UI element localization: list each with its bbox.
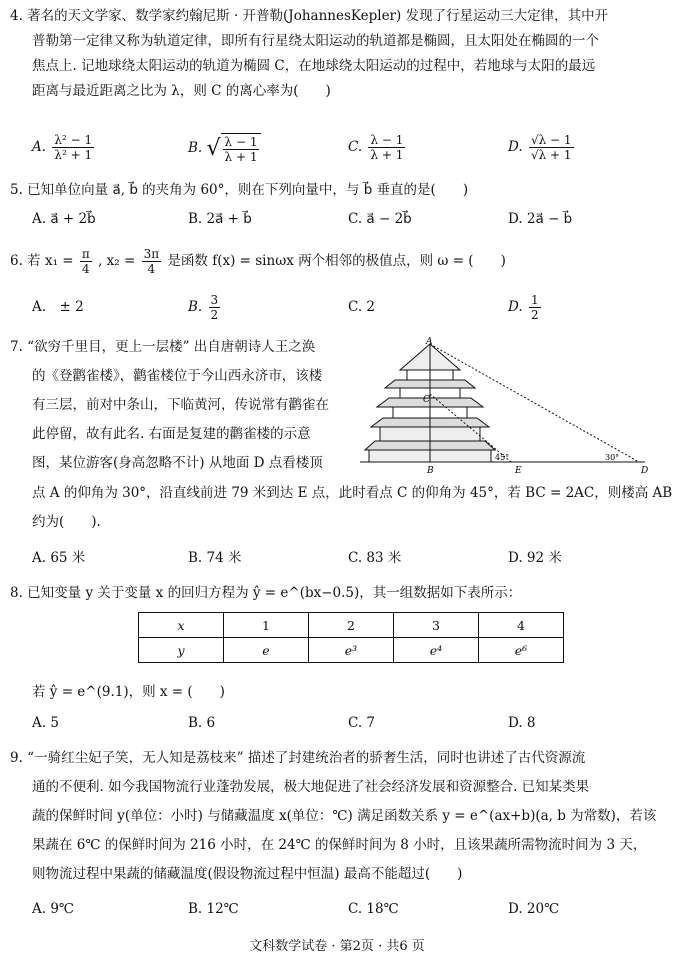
table-cell: x	[139, 613, 224, 638]
q7-line-2: 的《登鹳雀楼》，鹳雀楼位于今山西永济市，该楼	[32, 368, 323, 384]
q8-option-c: C. 7	[348, 715, 376, 731]
table-cell: e	[224, 638, 309, 663]
q7-option-a: A. 65 米	[32, 550, 86, 566]
q8-ask: 若 ŷ = e^(9.1)，则 x = ( )	[32, 684, 225, 700]
table-cell: e⁴	[394, 638, 479, 663]
table-cell: e³	[309, 638, 394, 663]
table-cell: e⁶	[479, 638, 564, 663]
q7-line-7: 约为( ).	[32, 514, 101, 530]
table-row	[139, 638, 564, 663]
q6-option-c: C. 2	[348, 299, 376, 315]
table-cell: 3	[394, 613, 479, 638]
table-cell: 4	[479, 613, 564, 638]
q4-option-b-sqrt: √ $\frac{\lambda - 1}{\lambda + 1}$	[207, 133, 262, 164]
table-cell: 2	[309, 613, 394, 638]
q7-line-1: 7. “欲穷千里目，更上一层楼” 出自唐朝诗人王之涣	[10, 339, 316, 355]
q9-line-3: 蔬的保鲜时间 y(单位：小时) 与储藏温度 x(单位：℃) 满足函数关系 y = e^(ax+b)(a, b 为常数)，若该	[32, 808, 657, 824]
q4-line-3: 焦点上. 记地球绕太阳运动的轨道为椭圆 C，在地球绕太阳运动的过程中，若地球与太阳的最远	[32, 58, 596, 74]
angle-45-label: 45°	[495, 453, 510, 462]
q9-line-2: 通的不便利. 如今我国物流行业蓬勃发展，极大地促进了社会经济发展和资源整合. 已知某类果	[32, 779, 590, 795]
q7-line-4: 此停留，故有此名. 右面是复建的鹳雀楼的示意	[32, 426, 311, 442]
angle-30-label: 30°	[605, 453, 620, 462]
q8-line: 8. 已知变量 y 关于变量 x 的回归方程为 ŷ = e^(bx−0.5)，其一组数据如下表所示：	[10, 585, 522, 601]
tower-drawing	[360, 344, 645, 462]
q9-option-d: D. 20℃	[508, 901, 560, 917]
q5-option-c: C. a⃗ − 2b⃗	[348, 211, 412, 227]
q9-option-b: B. 12℃	[188, 901, 239, 917]
q4-option-a: A. $\frac{\text{λ² − 1}}{\text{λ² + 1}}$	[32, 133, 93, 162]
q5-option-a: A. a⃗ + 2b⃗	[32, 211, 96, 227]
q6-option-d: D. $\frac{1}{2}$	[508, 293, 539, 322]
q7-option-c: C. 83 米	[348, 550, 402, 566]
q9-line-1: 9. “一骑红尘妃子笑，无人知是荔枝来” 描述了封建统治者的骄奢生活，同时也讲述了古代资源流	[10, 750, 586, 766]
q9-option-a: A. 9℃	[32, 901, 75, 917]
point-e-label: E	[515, 466, 522, 476]
q4-line-4: 距离与最近距离之比为 λ，则 C 的离心率为( )	[32, 83, 331, 99]
point-d-label: D	[641, 466, 649, 476]
q5-option-d: D. 2a⃗ − b⃗	[508, 211, 573, 227]
q4-line-1: 4. 著名的天文学家、数学家约翰尼斯 · 开普勒(JohannesKepler) 发现了行星运动三大定律，其中开	[10, 8, 609, 24]
q7-line-3: 有三层，前对中条山，下临黄河，传说常有鹳雀在	[32, 397, 329, 413]
point-c-label: C	[423, 395, 430, 405]
page-footer: 文科数学试卷 · 第2页 · 共6 页	[249, 939, 425, 954]
tower-figure	[355, 336, 655, 476]
table-cell: y	[139, 638, 224, 663]
q4-line-2: 普勒第一定律又称为轨道定律，即所有行星绕太阳运动的轨道都是椭圆，且太阳处在椭圆的一个	[32, 33, 599, 49]
q9-option-c: C. 18℃	[348, 901, 399, 917]
table-row	[139, 613, 564, 638]
q8-data-table	[138, 612, 564, 663]
q8-option-b: B. 6	[188, 715, 216, 731]
q7-option-b: B. 74 米	[188, 550, 242, 566]
q4-option-b: B. √ $\frac{\lambda - 1}{\lambda + 1}$	[188, 133, 261, 164]
q6-line: 6. 若 x₁ = $\frac{\pi}{4}$ , x₂ = $\frac{3\pi}{4}$ 是函数 f(x) = sinωx 两个相邻的极值点，则 ω = ( )	[10, 247, 506, 276]
q8-option-d: D. 8	[508, 715, 536, 731]
q7-line-6: 点 A 的仰角为 30°，沿直线前进 79 米到达 E 点，此时看点 C 的仰角为 45°，若 BC = 2AC，则楼高 AB	[32, 485, 673, 501]
sqrt-icon: √	[206, 135, 221, 161]
q4-option-a-fraction: $\frac{\text{λ² − 1}}{\text{λ² + 1}}$	[54, 133, 93, 162]
q9-line-4: 果蔬在 6℃ 的保鲜时间为 216 小时，在 24℃ 的保鲜时间为 8 小时，且该果蔬所需物流时间为 3 天，	[32, 837, 647, 853]
q6-option-b: B. $\frac{3}{2}$	[188, 293, 219, 322]
q9-line-5: 则物流过程中果蔬的储藏温度(假设物流过程中恒温) 最高不能超过( )	[32, 866, 463, 882]
q5-option-b: B. 2a⃗ + b⃗	[188, 211, 252, 227]
point-a-label: A	[426, 337, 433, 347]
q5-line: 5. 已知单位向量 a⃗, b⃗ 的夹角为 60°，则在下列向量中，与 b⃗ 垂直的是( )	[10, 182, 469, 198]
q4-option-c: C. $\frac{\lambda - 1}{\lambda + 1}$	[348, 133, 404, 162]
q4-option-d: D. $\frac{√\lambda - 1}{√\lambda + 1}$	[508, 133, 572, 162]
table-cell: 1	[224, 613, 309, 638]
q8-option-a: A. 5	[32, 715, 59, 731]
q7-option-d: D. 92 米	[508, 550, 562, 566]
point-b-label: B	[427, 466, 434, 476]
q6-option-a: A. ± 2	[32, 299, 84, 315]
q7-line-5: 图，某位游客(身高忽略不计) 从地面 D 点看楼顶	[32, 455, 323, 471]
